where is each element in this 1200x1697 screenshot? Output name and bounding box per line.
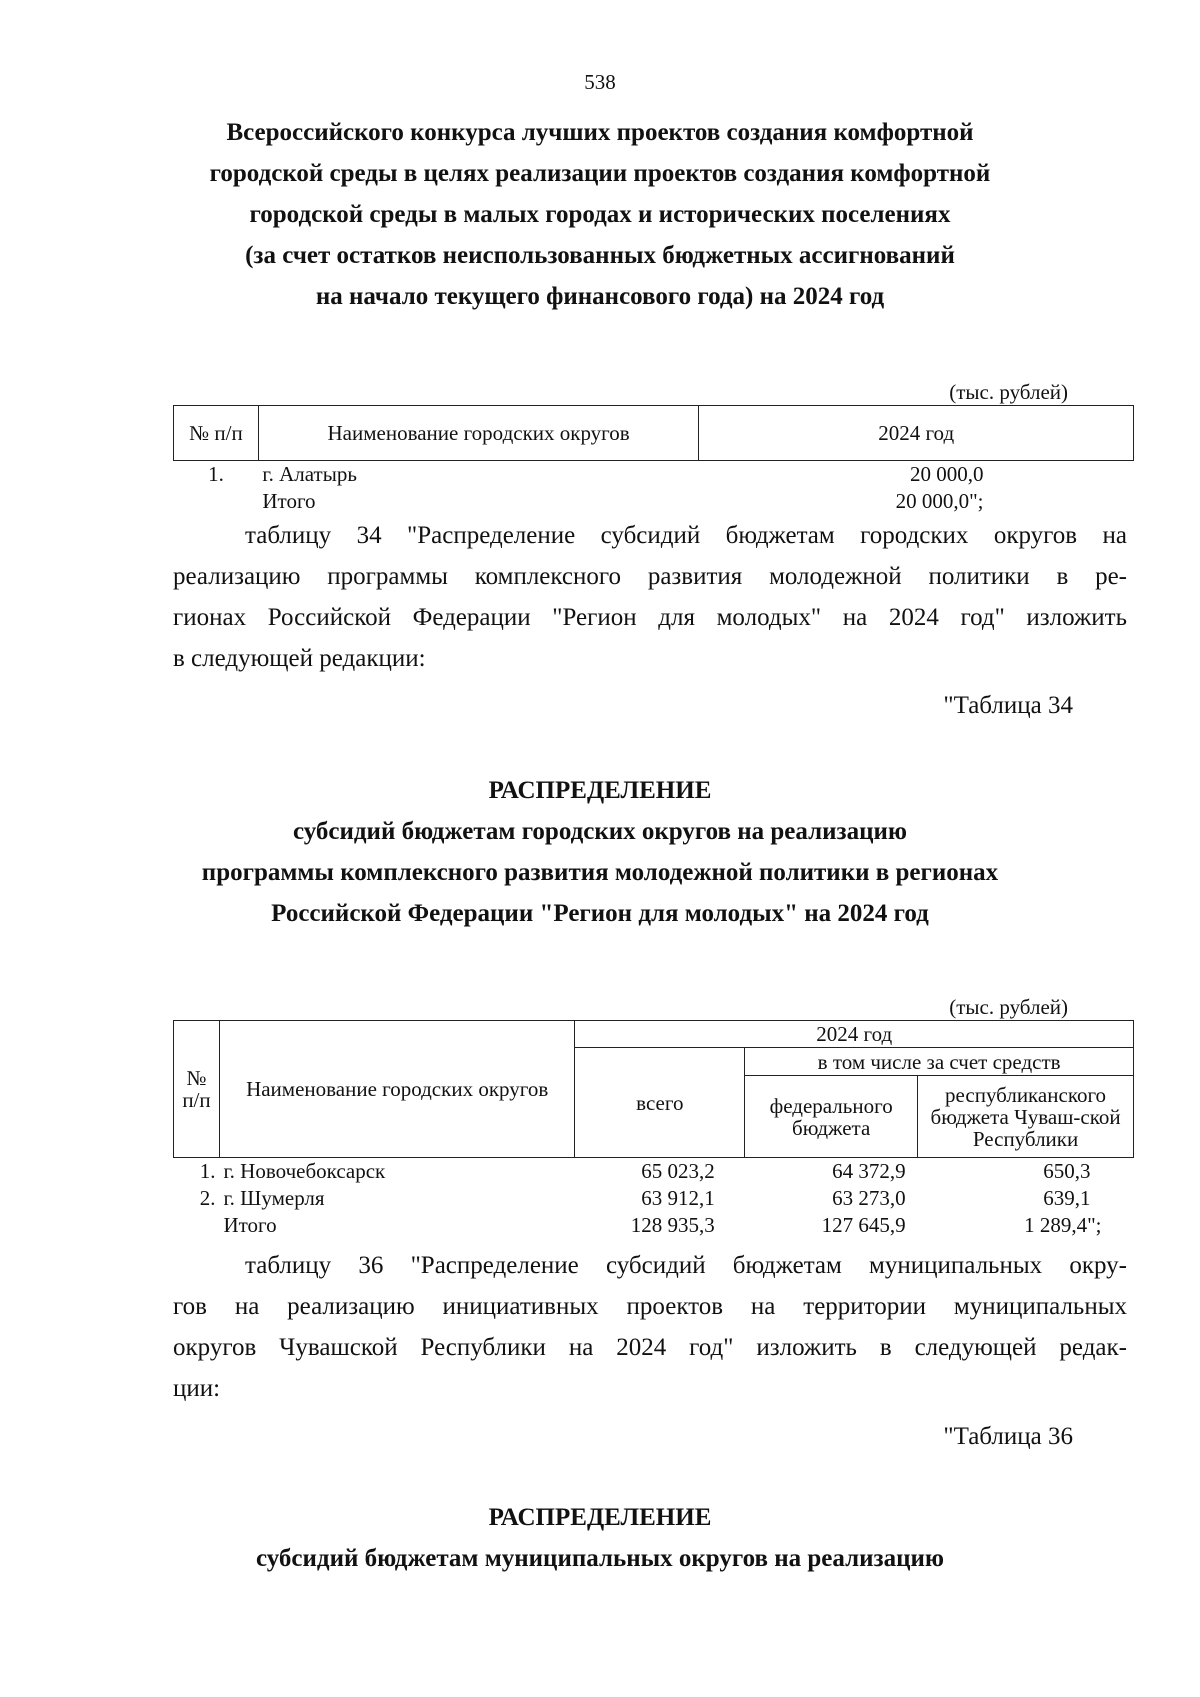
paragraph-line: округов Чувашской Республики на 2024 год" изложить в следующей редак- [173,1334,1127,1361]
row-name: г. Шумерля [223,1186,325,1210]
table2-header-incl: в том числе за счет средств [745,1048,1134,1076]
row-num: 1. [208,462,224,486]
table2 [173,1020,1134,1239]
section3-title [120,1497,1080,1579]
section2-title [120,770,1080,934]
table-row-total [174,1212,1134,1239]
paragraph-2 [173,1245,1127,1409]
total-federal: 127 645,9 [821,1213,906,1237]
paragraph-line: реализацию программы комплексного развития молодежной политики в ре- [173,563,1127,590]
table34-caption: "Таблица 34 [943,692,1073,719]
row-value: 20 000,0 [910,462,984,486]
page-number: 538 [584,70,616,94]
paragraph-line: таблицу 36 "Распределение субсидий бюджетам муниципальных окру- [245,1252,1127,1279]
row-name: г. Новочебоксарск [223,1159,386,1183]
table1-unit-label: (тыс. рублей) [949,380,1068,404]
title-line: Российской Федерации "Регион для молодых" на 2024 год [271,900,929,927]
title-line: городской среды в целях реализации проектов создания комфортной [209,160,991,187]
title-line: субсидий бюджетам городских округов на реализацию [292,818,908,845]
total-label: Итого [262,489,316,513]
table2-unit-label: (тыс. рублей) [949,995,1068,1019]
table1-header-num: № п/п [174,406,259,461]
row-num: 2. [199,1186,216,1210]
total-republic: 1 289,4"; [1024,1213,1102,1237]
row-federal: 64 372,9 [832,1159,906,1183]
title-line: (за счет остатков неиспользованных бюджетных ассигнований [245,242,955,269]
row-num: 1. [199,1159,216,1183]
total-label: Итого [223,1213,277,1237]
table2-header-federal: федерального бюджета [745,1076,918,1158]
total-total: 128 935,3 [630,1213,715,1237]
total-num [174,488,259,515]
table2-header-total: всего [575,1048,745,1158]
paragraph-line: гов на реализацию инициативных проектов на территории муниципальных [173,1293,1127,1320]
total-value: 20 000,0"; [895,489,984,513]
table-row [174,461,1134,489]
total-num [174,1212,220,1239]
row-total: 63 912,1 [641,1186,715,1210]
top-title [120,112,1080,317]
paragraph-line: в следующей редакции: [173,645,426,672]
table-row [174,1158,1134,1186]
paragraph-line: ции: [173,1375,221,1402]
table2-header-year: 2024 год [575,1021,1134,1048]
paragraph-line: таблицу 34 "Распределение субсидий бюджетам городских округов на [245,522,1127,549]
title-line: на начало текущего финансового года) на 2024 год [315,283,885,310]
table2-header-republic: республиканского бюджета Чуваш-ской Республики [918,1076,1134,1158]
title-line: субсидий бюджетам муниципальных округов на реализацию [255,1545,944,1572]
title-line: РАСПРЕДЕЛЕНИЕ [488,777,712,804]
table1-header-year: 2024 год [699,406,1134,461]
table1 [173,405,1134,515]
title-line: РАСПРЕДЕЛЕНИЕ [488,1504,712,1531]
row-total: 65 023,2 [641,1159,715,1183]
table2-header-name: Наименование городских округов [219,1021,574,1158]
table-row [174,1185,1134,1212]
title-line: городской среды в малых городах и исторических поселениях [249,201,951,228]
table2-header-num: № п/п [174,1021,220,1158]
table-row-total [174,488,1134,515]
paragraph-line: гионах Российской Федерации "Регион для молодых" на 2024 год" изложить [173,604,1127,631]
table36-caption: "Таблица 36 [943,1423,1073,1450]
table1-header-name: Наименование городских округов [258,406,698,461]
title-line: программы комплексного развития молодежной политики в регионах [201,859,999,886]
title-line: Всероссийского конкурса лучших проектов создания комфортной [226,119,974,146]
paragraph-1 [173,515,1127,679]
row-republic: 639,1 [1043,1186,1091,1210]
row-republic: 650,3 [1043,1159,1091,1183]
row-name: г. Алатырь [262,462,357,486]
row-federal: 63 273,0 [832,1186,906,1210]
